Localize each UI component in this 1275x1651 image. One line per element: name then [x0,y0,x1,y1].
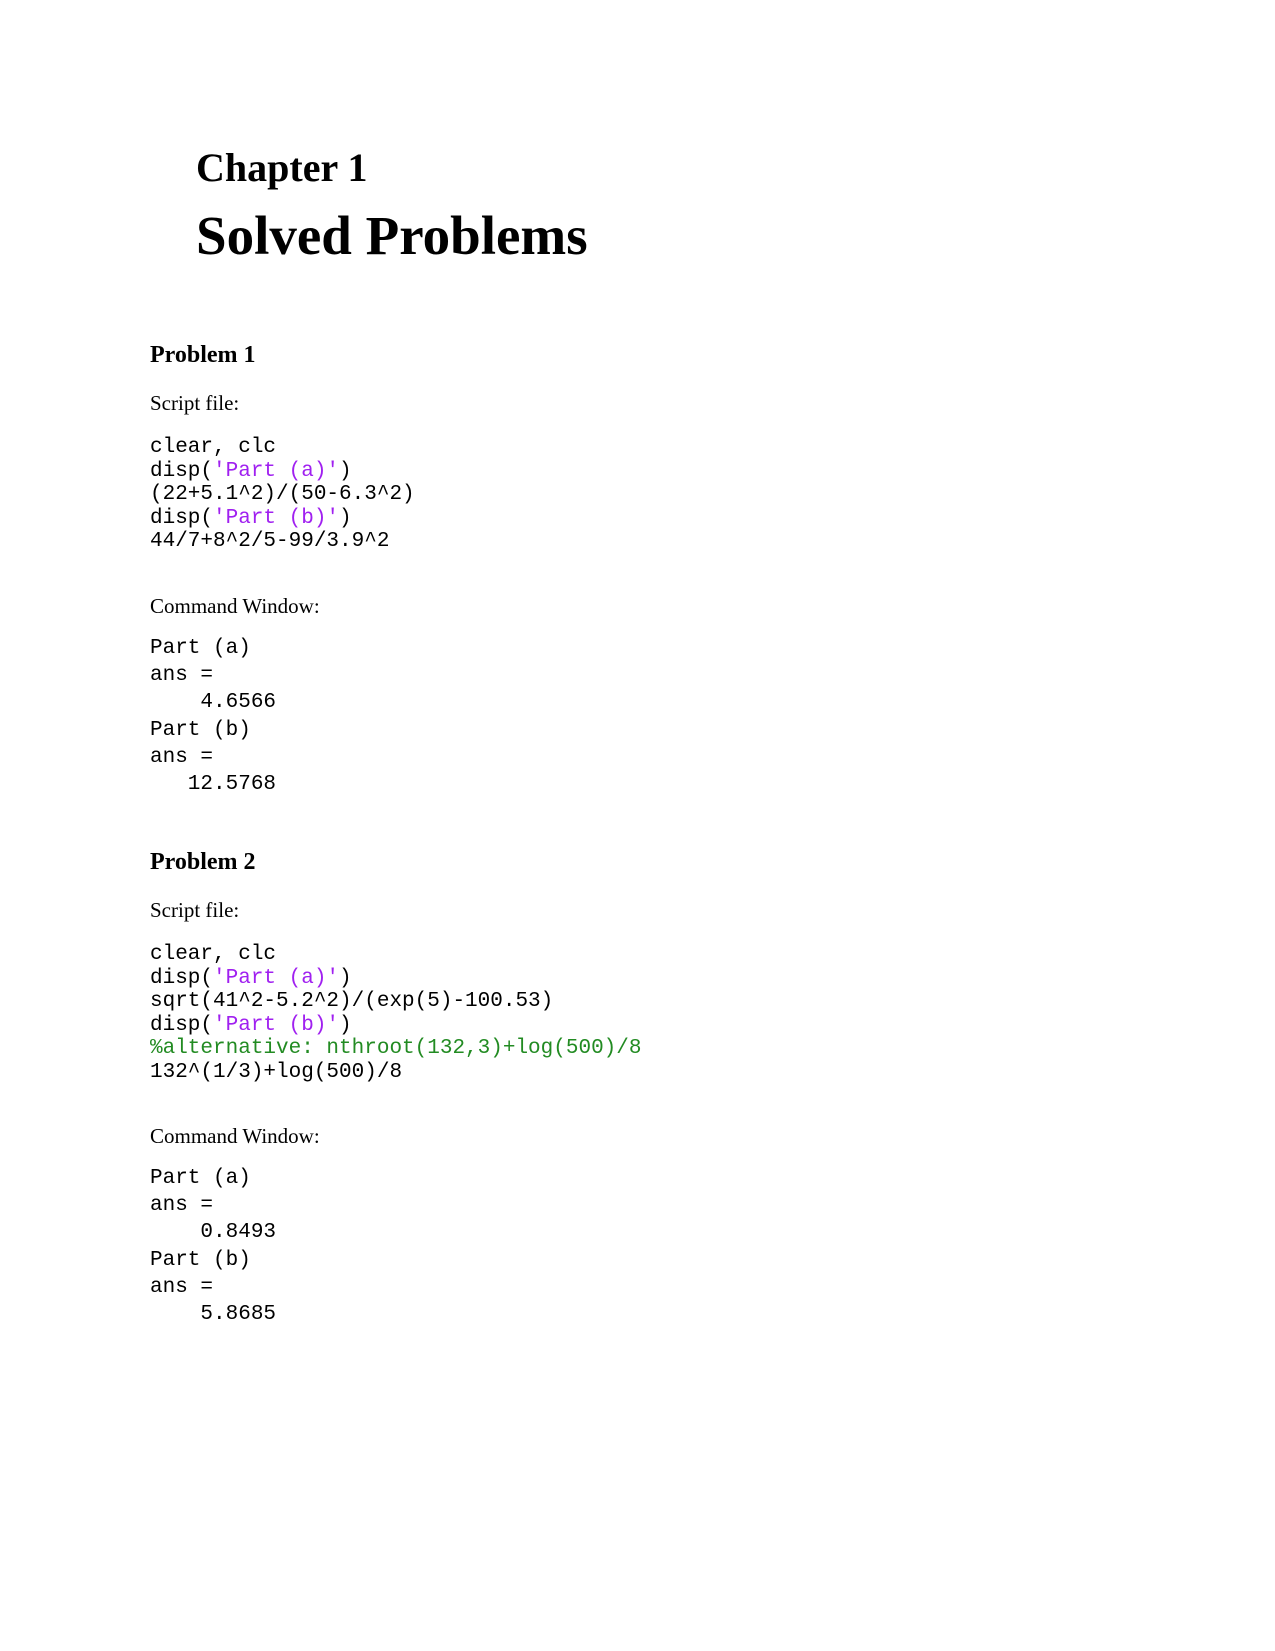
problem-2-output-label: Command Window: [150,1124,320,1148]
output-line: ans = [150,664,214,688]
output-line: 0.8493 [150,1221,277,1245]
string-literal: 'Part (b)' [213,1013,340,1037]
code-line [150,1037,641,1061]
code-line: 44/7+8^2/5-99/3.9^2 [150,530,390,553]
code-line: disp('Part (a)') [150,459,352,483]
code-line: sqrt(41^2-5.2^2)/(exp(5)-100.53) [150,990,554,1013]
output-line: ans = [150,745,214,769]
problem-1-heading: Problem 1 [150,342,256,368]
code-line: clear, clc [150,436,277,459]
output-line: Part (a) [150,1167,251,1190]
output-line: ans = [150,1275,214,1299]
problem-2-heading: Problem 2 [150,849,256,875]
code-line: disp('Part (b)') [150,506,352,530]
problem-2-script-label: Script file: [150,898,240,922]
code-line: disp('Part (b)') [150,1013,352,1037]
string-literal: 'Part (b)' [213,506,340,530]
string-literal: 'Part (a)' [213,459,340,483]
output-line: Part (b) [150,1248,251,1272]
problem-2-script-code [150,943,641,1084]
code-line: clear, clc [150,943,277,966]
chapter-label: Chapter 1 [196,145,368,190]
output-line: Part (b) [150,718,251,742]
output-line: 5.8685 [150,1303,277,1327]
code-comment: %alternative: nthroot(132,3)+log(500)/8 [150,1037,642,1060]
problem-1-script-label: Script file: [150,391,240,415]
output-line: ans = [150,1194,214,1218]
problem-2-command-window-output [150,1165,276,1328]
page-title: Solved Problems [196,205,588,266]
code-line: disp('Part (a)') [150,966,352,990]
code-line: (22+5.1^2)/(50-6.3^2) [150,483,415,506]
output-line: 4.6566 [150,691,277,715]
problem-1-script-code [150,436,415,554]
problem-1-output-label: Command Window: [150,594,320,618]
problem-1-command-window-output [150,635,276,798]
code-line: 132^(1/3)+log(500)/8 [150,1060,403,1084]
string-literal: 'Part (a)' [213,966,340,990]
output-line: Part (a) [150,637,251,660]
output-line: 12.5768 [150,773,277,797]
